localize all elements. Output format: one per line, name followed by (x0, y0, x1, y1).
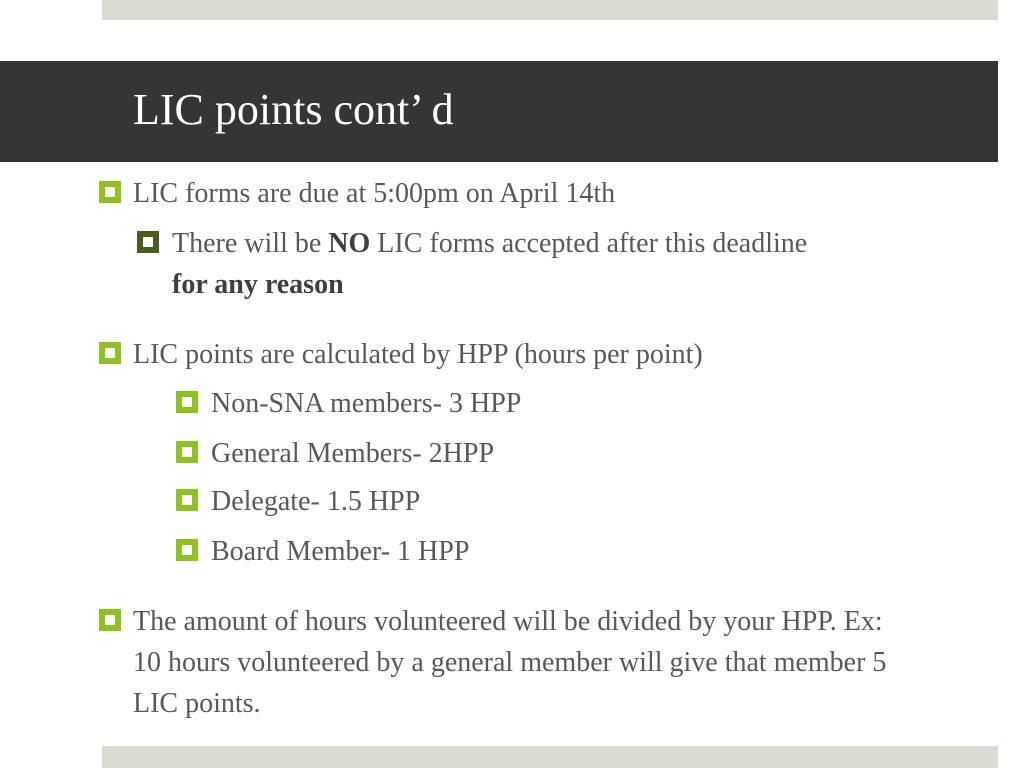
bullet-marker-icon (99, 342, 121, 364)
bullet-points-calculated: LIC points are calculated by HPP (hours per point) (133, 339, 703, 370)
slide-title: LIC points cont’ d (133, 85, 454, 134)
sub-bullet-text-pre: There will be (172, 228, 329, 259)
top-decor-bar (102, 0, 998, 20)
sub-bullet-no-forms (172, 223, 832, 305)
hpp-item-non-sna: Non-SNA members- 3 HPP (211, 388, 522, 419)
emphasis-any-reason: for any reason (172, 269, 344, 300)
bullet-marker-icon (99, 609, 121, 631)
bullet-marker-icon (176, 441, 198, 463)
emphasis-no: NO (328, 228, 371, 259)
bullet-marker-icon (99, 181, 121, 203)
bullet-hours-divided: The amount of hours volunteered will be divided by your HPP. Ex: 10 hours volunteered by a general member will give that member 5 LIC points. (133, 606, 887, 719)
bullet-marker-icon (176, 391, 198, 413)
sub-bullet-marker-icon (137, 231, 159, 253)
bullet-forms-due: LIC forms are due at 5:00pm on April 14th (133, 178, 616, 209)
bottom-decor-bar (102, 746, 998, 768)
hpp-item-board: Board Member- 1 HPP (211, 536, 470, 567)
hpp-item-delegate: Delegate- 1.5 HPP (211, 486, 421, 517)
hpp-item-general: General Members- 2HPP (211, 438, 495, 469)
bullet-marker-icon (176, 539, 198, 561)
sub-bullet-text-mid: LIC forms accepted after this deadline (370, 228, 808, 259)
bullet-marker-icon (176, 489, 198, 511)
